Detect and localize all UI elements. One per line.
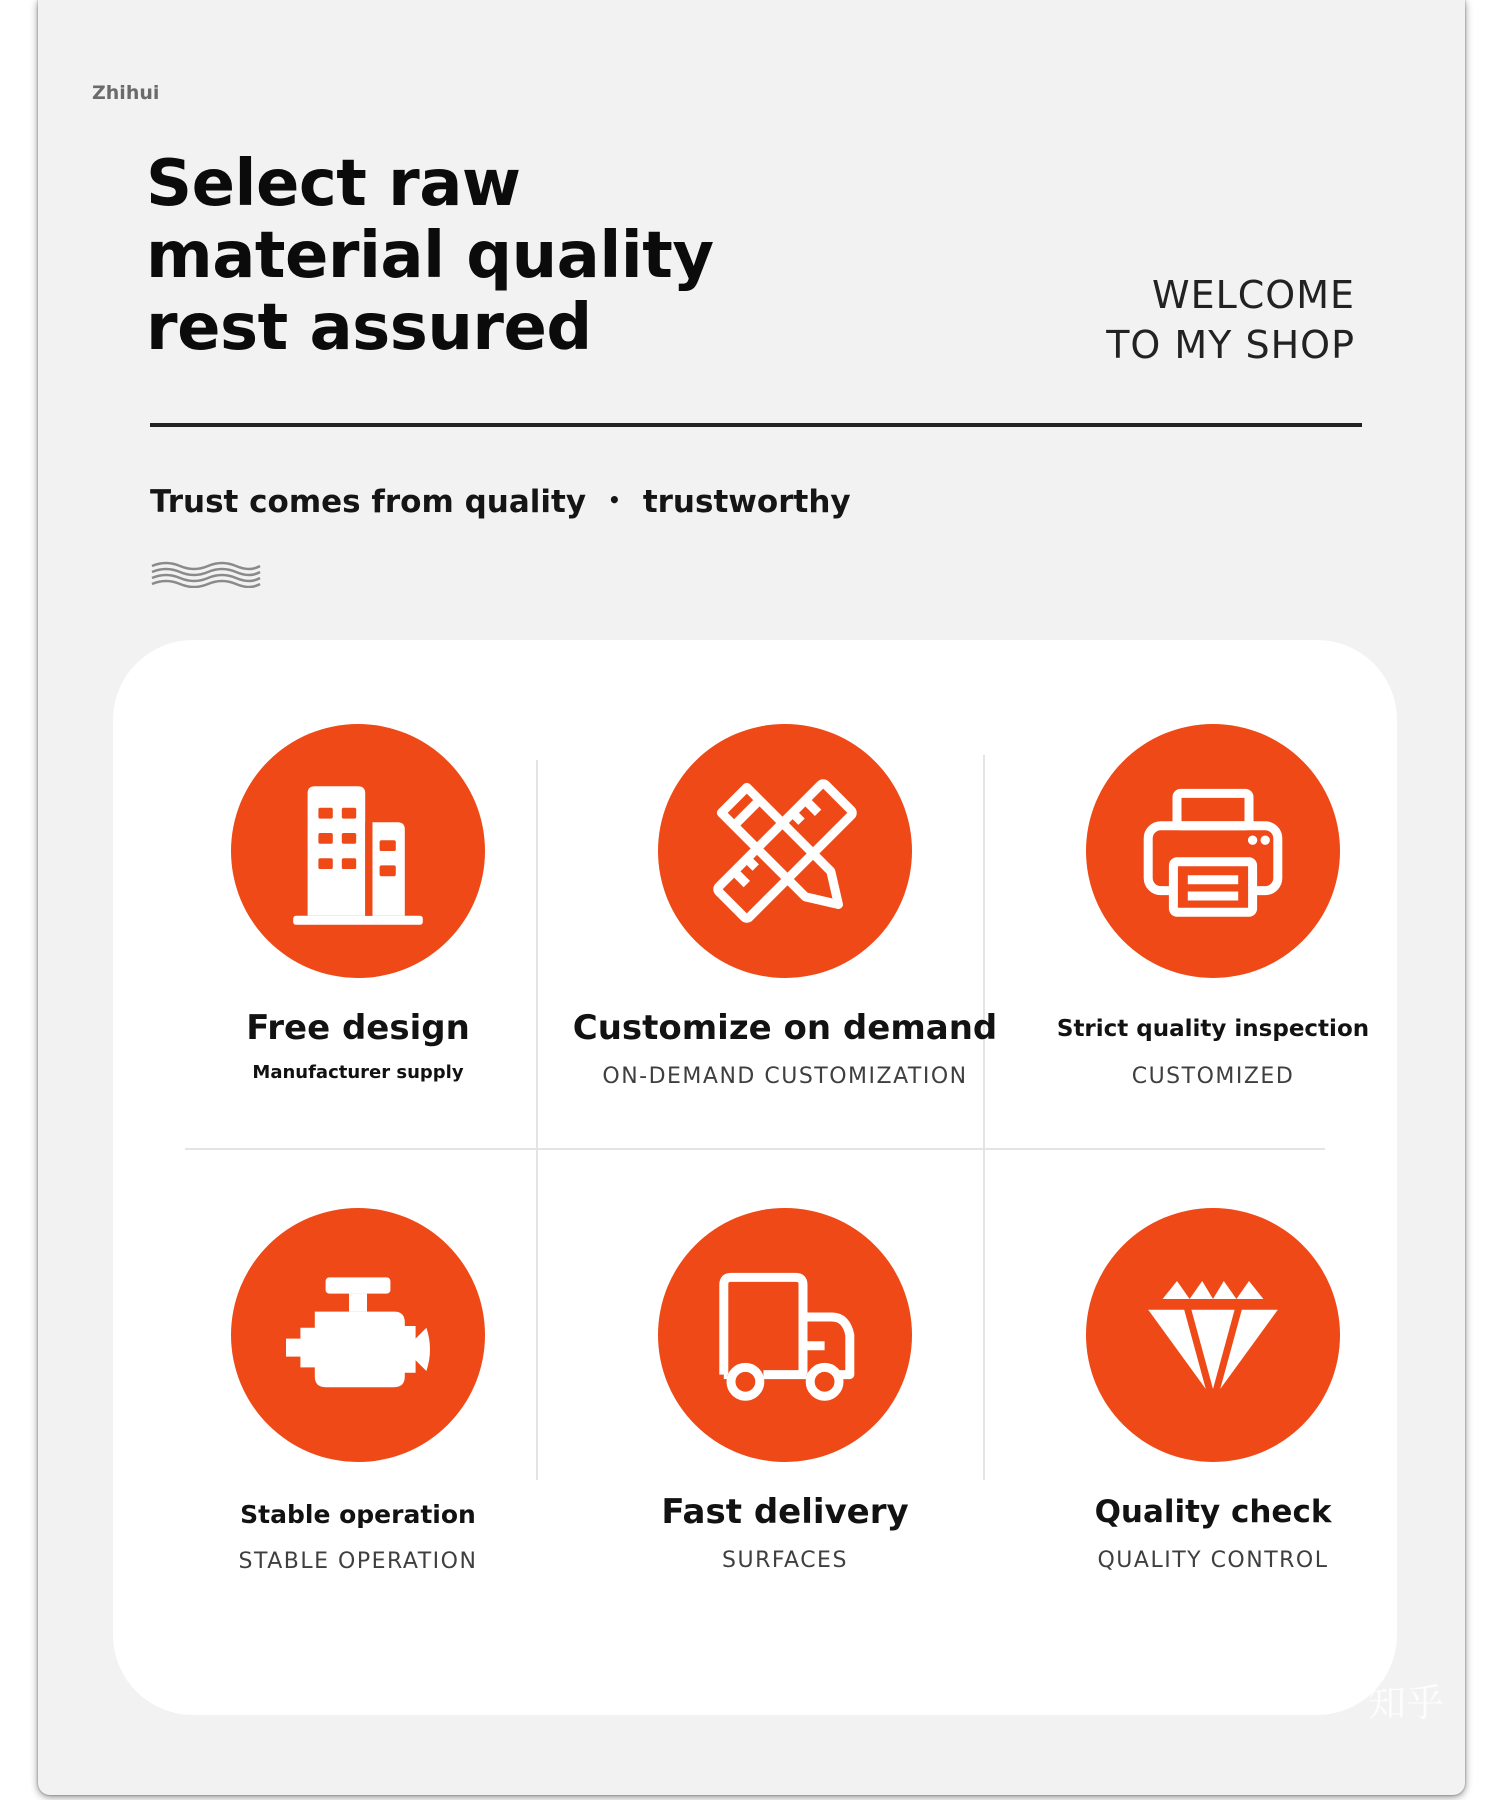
- features-card: [113, 640, 1397, 1715]
- feature-subtitle: STABLE OPERATION: [238, 1549, 478, 1574]
- feature-free-design: [138, 724, 578, 1083]
- printer-icon: [1086, 724, 1340, 978]
- welcome-text: [1106, 270, 1355, 370]
- welcome-line-2: TO MY SHOP: [1106, 323, 1355, 367]
- welcome-line-1: WELCOME: [1152, 273, 1355, 317]
- feature-subtitle: SURFACES: [722, 1548, 848, 1573]
- tagline-separator: •: [608, 488, 621, 512]
- engine-icon: [231, 1208, 485, 1462]
- building-icon: [231, 724, 485, 978]
- feature-subtitle: QUALITY CONTROL: [1097, 1548, 1329, 1573]
- watermark: 知乎: [1368, 1681, 1445, 1725]
- feature-title: Customize on demand: [572, 1008, 998, 1048]
- feature-quality-check: [993, 1208, 1433, 1573]
- feature-title: Quality check: [1094, 1494, 1332, 1530]
- feature-subtitle: CUSTOMIZED: [1131, 1064, 1295, 1089]
- brand-label: Zhihui: [92, 82, 160, 104]
- header-divider: [150, 423, 1362, 427]
- headline-line-2: material quality: [146, 219, 714, 293]
- feature-subtitle: Manufacturer supply: [252, 1062, 464, 1083]
- headline-line-3: rest assured: [146, 291, 592, 365]
- ruler-pencil-icon: [658, 724, 912, 978]
- diamond-icon: [1086, 1208, 1340, 1462]
- tagline-right: trustworthy: [642, 484, 851, 520]
- feature-stable-operation: [138, 1208, 578, 1574]
- headline-line-1: Select raw: [146, 147, 521, 221]
- feature-title: Free design: [246, 1008, 470, 1048]
- tagline: [150, 484, 851, 520]
- feature-customize-on-demand: [565, 724, 1005, 1089]
- feature-title: Strict quality inspection: [1056, 1016, 1370, 1042]
- wave-lines-icon: [150, 560, 262, 588]
- grid-divider-horizontal: [185, 1148, 1325, 1150]
- truck-icon: [658, 1208, 912, 1462]
- page-title: [146, 148, 714, 364]
- page-panel: [38, 0, 1465, 1795]
- feature-fast-delivery: [565, 1208, 1005, 1573]
- feature-subtitle: ON-DEMAND CUSTOMIZATION: [602, 1064, 968, 1089]
- feature-title: Stable operation: [240, 1500, 476, 1529]
- feature-strict-quality-inspection: [993, 724, 1433, 1089]
- feature-title: Fast delivery: [661, 1492, 909, 1532]
- tagline-left: Trust comes from quality: [150, 484, 587, 520]
